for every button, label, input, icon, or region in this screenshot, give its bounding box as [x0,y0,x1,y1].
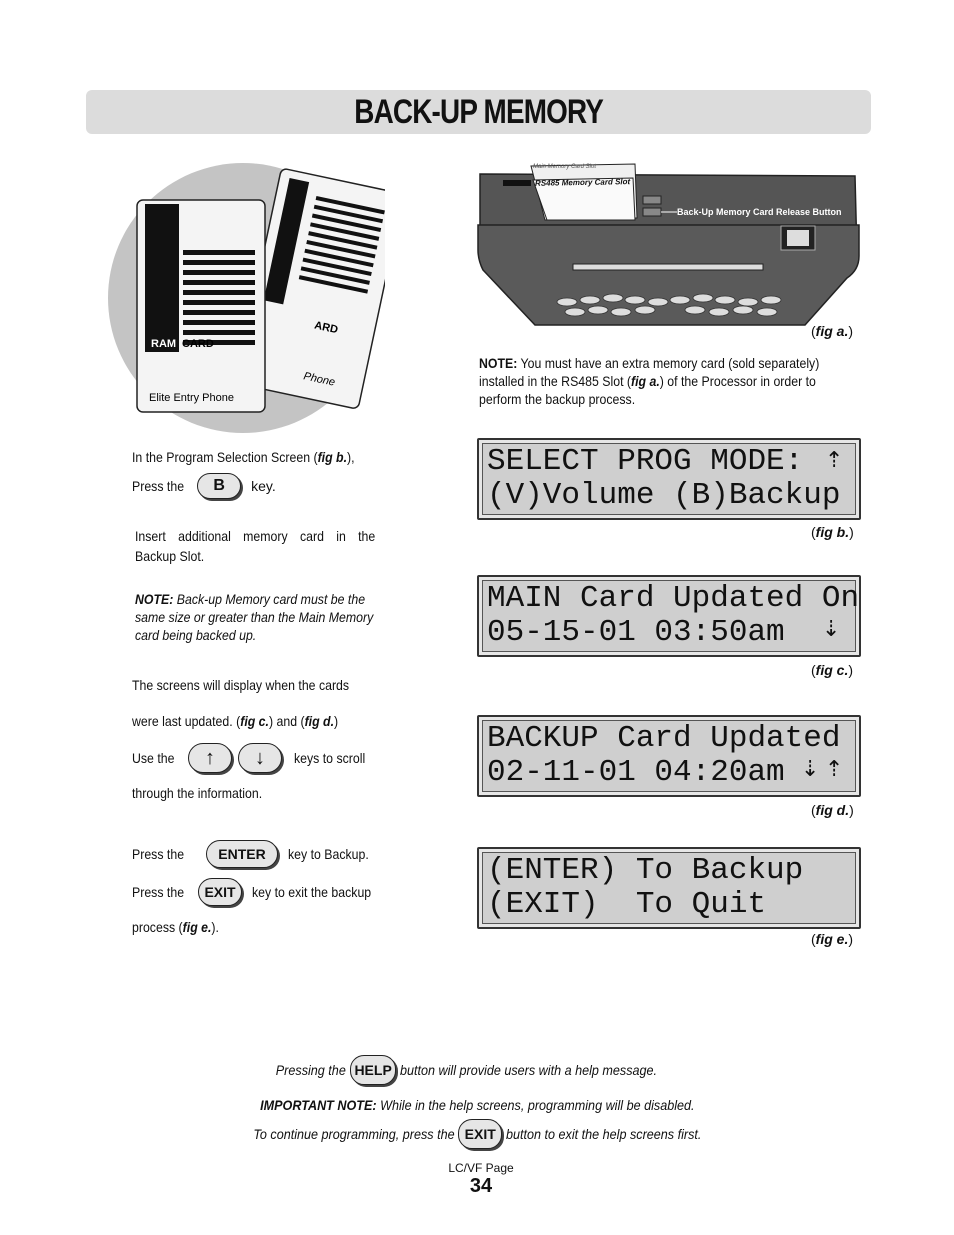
help-note: Pressing the HELP button will provide users with a help message. [0,1055,954,1085]
lcd-screen-enter-exit [477,847,861,929]
instruction-process: process (fig e.). [132,919,219,935]
exit-key: EXIT [198,878,242,906]
instruction-use-arrows: Use the ↑ ↓ keys to scroll [132,743,375,773]
up-arrow-key [188,743,232,773]
down-arrow-icon: ⇣ [801,757,820,782]
lcd-line-2: (V)Volume (B)Backup [487,478,841,513]
note-extra-card: NOTE: You must have an extra memory card (sold separately) installed in the RS485 Slot (fig a.) of the Processor in order to perform the backup process. [479,355,820,407]
lcd-screen-backup-card [477,715,861,797]
ram-card-illustration [105,160,385,435]
lcd-line-1: MAIN Card Updated On [487,581,860,616]
lcd-line-1: BACKUP Card Updated [487,721,841,756]
lcd-line-1: SELECT PROG MODE: [487,444,804,479]
instruction-program-selection: In the Program Selection Screen (fig b.), [132,449,355,465]
instruction-press-exit: Press the EXIT key to exit the backup [132,878,387,906]
down-arrow-icon: ⇣ [822,617,841,642]
fig-a-caption: (fig a.) [811,323,854,339]
lcd-line-2: 02-11-01 04:20am [487,755,785,790]
fig-d-caption: (fig d.) [811,802,854,818]
note-backup-size: NOTE: Back-up Memory card must be the same size or greater than the Main Memory card being backed up. [135,591,374,643]
front-card-label-ram: RAM [151,338,177,350]
main-slot-label: Main Memory Card Slot [533,164,597,170]
fig-c-caption: (fig c.) [811,662,854,678]
front-card-name: Elite Entry Phone [149,392,234,404]
instruction-screens-display: The screens will display when the cards [132,677,350,693]
front-card-label-card: CARD [182,338,214,350]
instruction-insert-card: Insert additional memory card in the Backup Slot. [135,528,376,564]
page-title: BACK-UP MEMORY [354,92,603,131]
release-button-label: Back-Up Memory Card Release Button [677,207,842,217]
important-note: IMPORTANT NOTE: While in the help screens, programming will be disabled. [259,1097,695,1113]
lcd-screen-select-mode [477,438,861,520]
continue-note: To continue programming, press the EXIT button to exit the help screens first. [0,1119,954,1149]
lcd-line-1: (ENTER) To Backup [487,853,804,888]
processor-device-illustration [475,160,863,328]
b-key: B [197,473,241,499]
instruction-press-enter: Press the ENTER key to Backup. [132,840,380,868]
title-bar [86,90,871,134]
page-label: LC/VF Page [448,1161,514,1175]
instruction-scroll-info: through the information. [132,785,263,801]
instruction-last-updated: were last updated. (fig c.) and (fig d.) [132,713,339,729]
lcd-line-2: (EXIT) To Quit [487,887,767,922]
down-arrow-key [238,743,282,773]
back-card-label: ARD [313,319,340,337]
up-arrow-icon: ⇡ [825,757,844,782]
fig-e-caption: (fig e.) [811,931,854,947]
rs485-slot-label: RS485 Memory Card Slot [534,177,631,188]
lcd-screen-main-card [477,575,861,657]
page-number: 34 [469,1175,493,1197]
help-key: HELP [350,1055,396,1085]
exit-key-footer: EXIT [458,1119,502,1149]
enter-key: ENTER [206,840,278,868]
up-arrow-icon: ⇡ [825,448,844,473]
lcd-line-2: 05-15-01 03:50am [487,615,785,650]
back-card-name: Phone [302,370,337,389]
down-arrow-icon: ↓ [255,747,265,769]
fig-b-caption: (fig b.) [811,524,854,540]
up-arrow-icon: ↑ [205,747,215,769]
instruction-press-b: Press the B key. [132,473,276,499]
